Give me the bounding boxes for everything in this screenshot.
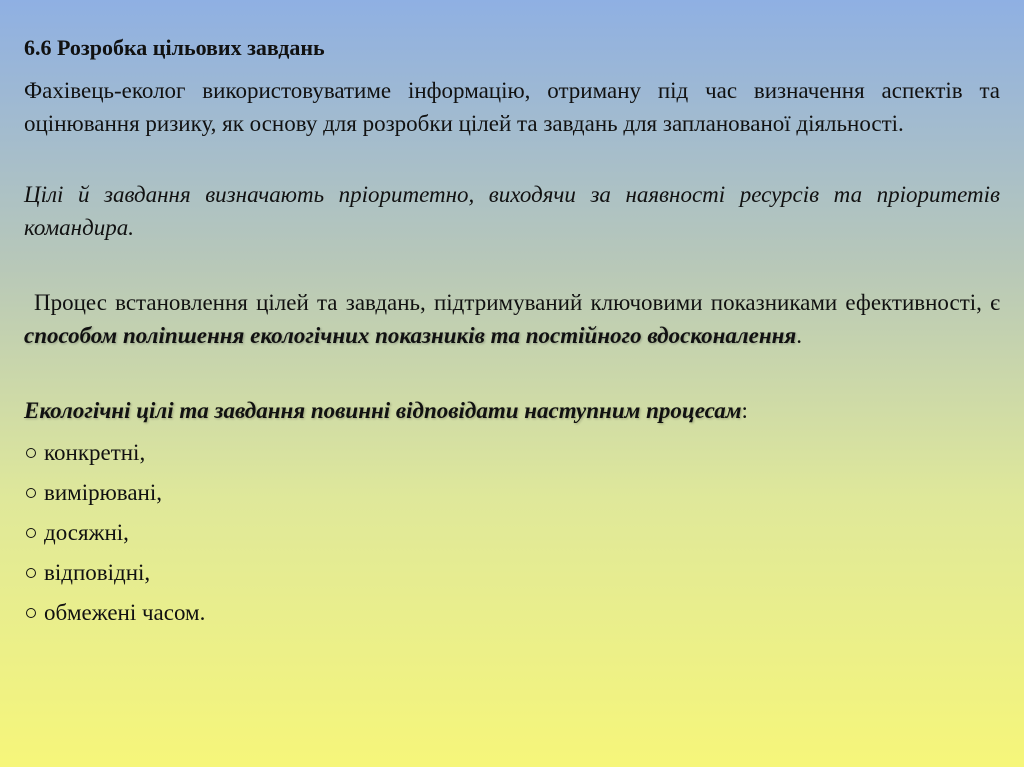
section-heading: 6.6 Розробка цільових завдань — [24, 35, 325, 60]
list-item — [24, 553, 1000, 593]
list-item-label: конкретні, — [44, 440, 146, 465]
circle-bullet-icon — [26, 528, 36, 538]
circle-bullet-icon — [26, 608, 36, 618]
list-item — [24, 433, 1000, 473]
paragraph-priorities: Цілі й завдання визначають пріоритетно, виходячи за наявності ресурсів та пріоритетів командира. — [24, 182, 1000, 240]
paragraph-process — [24, 286, 1000, 352]
list-item-label: обмежені часом. — [44, 600, 206, 625]
criteria-intro — [24, 394, 1000, 427]
circle-bullet-icon — [26, 488, 36, 498]
list-item-label: вимірювані, — [44, 480, 163, 505]
circle-bullet-icon — [26, 568, 36, 578]
circle-bullet-icon — [26, 448, 36, 458]
process-lead-text: Процес встановлення цілей та завдань, підтримуваний ключовими показниками ефективності, є — [34, 290, 1000, 315]
criteria-intro-emphasis: Екологічні цілі та завдання повинні відповідати наступним процесам — [24, 398, 742, 423]
list-item — [24, 473, 1000, 513]
list-item — [24, 593, 1000, 633]
list-item-label: досяжні, — [44, 520, 129, 545]
process-tail-text: . — [796, 323, 802, 348]
criteria-list — [24, 433, 1000, 633]
criteria-intro-tail: : — [741, 398, 748, 423]
paragraph-intro: Фахівець-еколог використовуватиме інформацію, отриману під час визначення аспектів та оцінювання ризику, як основу для розробки цілей та завдань для запланованої діяльності. — [24, 78, 1000, 136]
list-item-label: відповідні, — [44, 560, 151, 585]
list-item — [24, 513, 1000, 553]
process-emphasis-text: способом поліпшення екологічних показників та постійного вдосконалення — [24, 323, 797, 348]
